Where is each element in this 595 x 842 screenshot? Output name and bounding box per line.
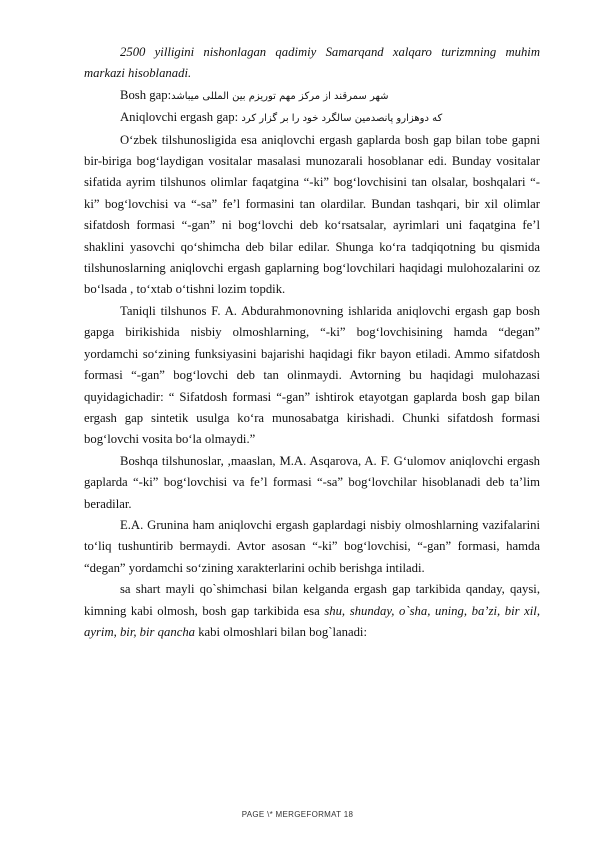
- intro-sentence: 2500 yilligini nishonlagan qadimiy Samarqand xalqaro turizmning muhim markazi hisoblanadi.: [84, 45, 540, 81]
- bosh-gap-label: Bosh gap:: [120, 87, 172, 102]
- paragraph-5-start: sa shart mayli qo`shimchasi bilan kelganda ergash gap tarkibida qanday, qaysi, kimning kabi olmosh, bosh gap tarkibida esa: [84, 582, 540, 618]
- aniqlovchi-label: Aniqlovchi ergash gap:: [120, 110, 239, 125]
- aniqlovchi-arabic: که دوهزارو پانصدمین سالگرد خود را بر گزار کرد: [241, 113, 443, 125]
- document-page: [84, 42, 540, 643]
- paragraph-5-italic: shu, shunday, o`sha, uning, ba’zi, bir xil, ayrim, bir, bir qancha: [84, 603, 540, 639]
- page-footer: PAGE \* MERGEFORMAT 18: [241, 810, 354, 819]
- paragraph-5-end: kabi olmoshlari bilan bog`lanadi:: [195, 624, 367, 639]
- paragraph-3: Boshqa tilshunoslar, ,maaslan, M.A. Asqarova, A. F. G‘ulomov aniqlovchi ergash gaplarda “-ki” bog‘lovchisi va fe’l formasi “-sa” bog‘lovchilar hisoblanadi deb ta’lim beradilar.: [84, 453, 540, 511]
- bosh-gap-line: [84, 85, 540, 107]
- paragraph-4: E.A. Grunina ham aniqlovchi ergash gaplardagi nisbiy olmoshlarning vazifalarini to‘liq tushuntirib bermaydi. Avtor asosan “-ki” bog‘lovchisi, “-gan” formasi, hamda “degan” yordamchi so‘zining xarakterlarini ochib berishga intiladi.: [84, 517, 540, 575]
- aniqlovchi-line: [84, 107, 540, 129]
- paragraph-1: O‘zbek tilshunosligida esa aniqlovchi ergash gaplarda bosh gap bilan tobe gapni bir-biriga bog‘laydigan vositalar masalasi munozarali hosoblanar edi. Bunday vositalar sifatida ayrim tilshunos olimlar faqatgina “-ki” bog‘lovchisini tan olsalar, boshqalari “-ki” bog‘lovchisi va “-sa” fe’l formasini tan olardilar. Bundan tashqari, bir xil olimlar sifatdosh formasi “-gan” ni bog‘lovchi deb ko‘rsatsalar, ayrimlari uni faqatgina fe’l shaklini yasovchi qo‘shimcha deb bilar edilar. Shunga ko‘ra tadqiqotning bu qismida tilshunoslarning aniqlovchi ergash gaplarning bog‘lovchilari haqidagi mulohozalarini oz bo‘lsada , to‘xtab o‘tishni lozim topdik.: [84, 132, 540, 297]
- paragraph-5: [84, 579, 540, 643]
- bosh-gap-arabic: شهر سمرقند از مرکز مهم توریزم بین المللی میباشد: [171, 90, 389, 102]
- paragraph-2: Taniqli tilshunos F. A. Abdurahmonovning ishlarida aniqlovchi ergash gap bosh gapga birikishida nisbiy olmoshlarning, “-ki” bog‘lovchisining hamda “degan” yordamchi so‘zining funksiyasini bajarishi haqidagi fikr bayon etiladi. Ammo sifatdosh formasi “-gan” bog‘lovchi deb tan olinmaydi. Avtorning bu haqidagi mulohazasi quyidagichadir: “ Sifatdosh formasi “-gan” ishtirok etayotgan gaplarda bosh gap bilan ergash gap sintetik usulga ko‘ra munosabatga kirishadi. Chunki sifatdosh formasi bog‘lovchi vosita bo‘la olmaydi.”: [84, 303, 540, 447]
